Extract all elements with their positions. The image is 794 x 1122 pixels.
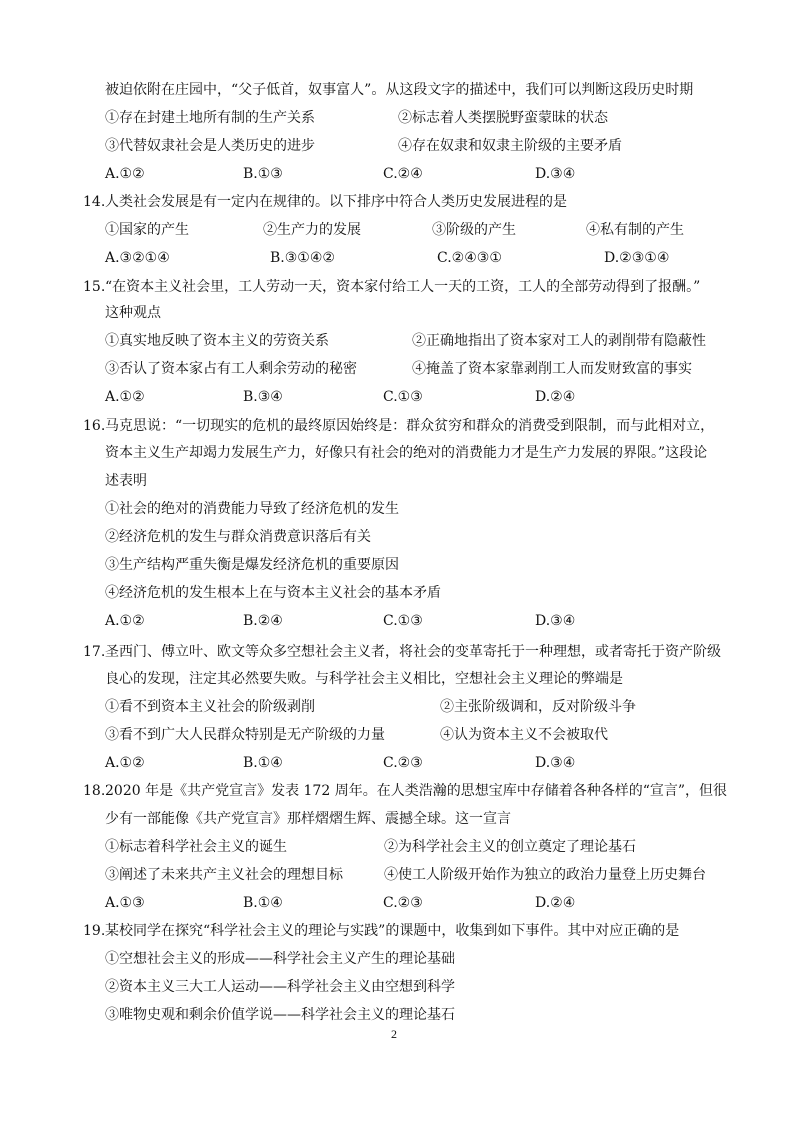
q16-stem-line-3: 述表明 — [105, 473, 147, 489]
q15-number: 15. — [83, 279, 106, 295]
q19-number: 19. — [83, 923, 106, 939]
q18-number: 18. — [83, 783, 106, 799]
q14-option-b[interactable]: B.③①④② — [270, 250, 335, 266]
q18-item-3: ③阐述了未来共产主义社会的理想目标 — [105, 867, 343, 883]
q18-option-c[interactable]: C.②③ — [383, 895, 423, 911]
q16-option-b[interactable]: B.②④ — [243, 613, 283, 629]
q15-stem-line-2: 这种观点 — [105, 305, 161, 321]
q16-stem-line-1: 马克思说：“一切现实的危机的最终原因始终是：群众贫穷和群众的消费受到限制，而与此相对立， — [105, 418, 715, 434]
q14-option-c[interactable]: C.②④③① — [437, 250, 502, 266]
q14-item-2: ②生产力的发展 — [263, 222, 361, 238]
q13-item-2: ②标志着人类摆脱野蛮蒙昧的状态 — [398, 110, 608, 126]
q17-item-2: ②主张阶级调和，反对阶级斗争 — [440, 699, 636, 715]
q19-item-1: ①空想社会主义的形成——科学社会主义产生的理论基础 — [105, 951, 455, 967]
q16-item-4: ④经济危机的发生根本上在与资本主义社会的基本矛盾 — [105, 585, 441, 601]
q15-item-2: ②正确地指出了资本家对工人的剥削带有隐蔽性 — [412, 333, 706, 349]
q13-item-1: ①存在封建土地所有制的生产关系 — [105, 110, 315, 126]
q17-item-3: ③看不到广大人民群众特别是无产阶级的力量 — [105, 727, 385, 743]
q15-item-1: ①真实地反映了资本主义的劳资关系 — [105, 333, 329, 349]
q13-stem-continuation: 被迫依附在庄园中，“父子低首，奴事富人”。从这段文字的描述中，我们可以判断这段历史时期 — [105, 82, 694, 98]
q14-option-a[interactable]: A.③②①④ — [105, 250, 170, 266]
q17-option-c[interactable]: C.②③ — [383, 755, 423, 771]
q18-option-a[interactable]: A.①③ — [105, 895, 145, 911]
page-number: 2 — [391, 1027, 397, 1041]
q15-item-3: ③否认了资本家占有工人剩余劳动的秘密 — [105, 361, 357, 377]
q15-option-c[interactable]: C.①③ — [383, 389, 423, 405]
q19-stem: 某校同学在探究“科学社会主义的理论与实践”的课题中，收集到如下事件。其中对应正确的是 — [105, 923, 680, 939]
q14-number: 14. — [83, 194, 106, 210]
q15-option-a[interactable]: A.①② — [105, 389, 145, 405]
q17-option-b[interactable]: B.①④ — [243, 755, 283, 771]
q17-stem-line-1: 圣西门、傅立叶、欧文等众多空想社会主义者，将社会的变革寄托于一种理想，或者寄托于资产阶级 — [105, 644, 721, 660]
q16-option-d[interactable]: D.③④ — [535, 613, 576, 629]
q16-stem-line-2: 资本主义生产却竭力发展生产力，好像只有社会的绝对的消费能力才是生产力发展的界限。”这段论 — [105, 445, 708, 461]
q18-item-1: ①标志着科学社会主义的诞生 — [105, 839, 287, 855]
q18-stem-line-1: 2020 年是《共产党宣言》发表 172 周年。在人类浩瀚的思想宝库中存储着各种各样的“宣言”，但很 — [105, 783, 728, 799]
q13-option-b[interactable]: B.①③ — [243, 166, 283, 182]
q17-option-d[interactable]: D.③④ — [535, 755, 576, 771]
q15-option-b[interactable]: B.③④ — [243, 389, 283, 405]
q14-item-4: ④私有制的产生 — [586, 222, 684, 238]
q16-item-3: ③生产结构严重失衡是爆发经济危机的重要原因 — [105, 557, 399, 573]
q14-item-1: ①国家的产生 — [105, 222, 189, 238]
q18-item-4: ④使工人阶级开始作为独立的政治力量登上历史舞台 — [384, 867, 706, 883]
q17-option-a[interactable]: A.①② — [105, 755, 145, 771]
q17-item-4: ④认为资本主义不会被取代 — [440, 727, 608, 743]
q18-stem-line-2: 少有一部能像《共产党宣言》那样熠熠生辉、震撼全球。这一宣言 — [105, 811, 511, 827]
q16-option-a[interactable]: A.①② — [105, 613, 145, 629]
q18-item-2: ②为科学社会主义的创立奠定了理论基石 — [384, 839, 636, 855]
q14-item-3: ③阶级的产生 — [432, 222, 516, 238]
q13-option-d[interactable]: D.③④ — [535, 166, 576, 182]
q13-item-3: ③代替奴隶社会是人类历史的进步 — [105, 138, 315, 154]
q14-option-d[interactable]: D.②③①④ — [604, 250, 670, 266]
q13-option-a[interactable]: A.①② — [105, 166, 145, 182]
q19-item-3: ③唯物史观和剩余价值学说——科学社会主义的理论基石 — [105, 1007, 455, 1023]
q16-option-c[interactable]: C.①③ — [383, 613, 423, 629]
q16-item-1: ①社会的绝对的消费能力导致了经济危机的发生 — [105, 501, 399, 517]
q13-item-4: ④存在奴隶和奴隶主阶级的主要矛盾 — [398, 138, 622, 154]
q17-stem-line-2: 良心的发现，注定其必然要失败。与科学社会主义相比，空想社会主义理论的弊端是 — [105, 671, 623, 687]
q15-item-4: ④掩盖了资本家靠剥削工人而发财致富的事实 — [412, 361, 692, 377]
q18-option-d[interactable]: D.②④ — [535, 895, 576, 911]
q13-option-c[interactable]: C.②④ — [383, 166, 423, 182]
q15-stem-line-1: “在资本主义社会里，工人劳动一天，资本家付给工人一天的工资，工人的全部劳动得到了报酬。” — [105, 279, 701, 295]
q16-number: 16. — [83, 418, 106, 434]
q19-item-2: ②资本主义三大工人运动——科学社会主义由空想到科学 — [105, 979, 455, 995]
q17-number: 17. — [83, 644, 106, 660]
q14-stem: 人类社会发展是有一定内在规律的。以下排序中符合人类历史发展进程的是 — [105, 194, 567, 210]
q17-item-1: ①看不到资本主义社会的阶级剥削 — [105, 699, 315, 715]
q18-option-b[interactable]: B.①④ — [243, 895, 283, 911]
q16-item-2: ②经济危机的发生与群众消费意识落后有关 — [105, 529, 371, 545]
q15-option-d[interactable]: D.②④ — [535, 389, 576, 405]
